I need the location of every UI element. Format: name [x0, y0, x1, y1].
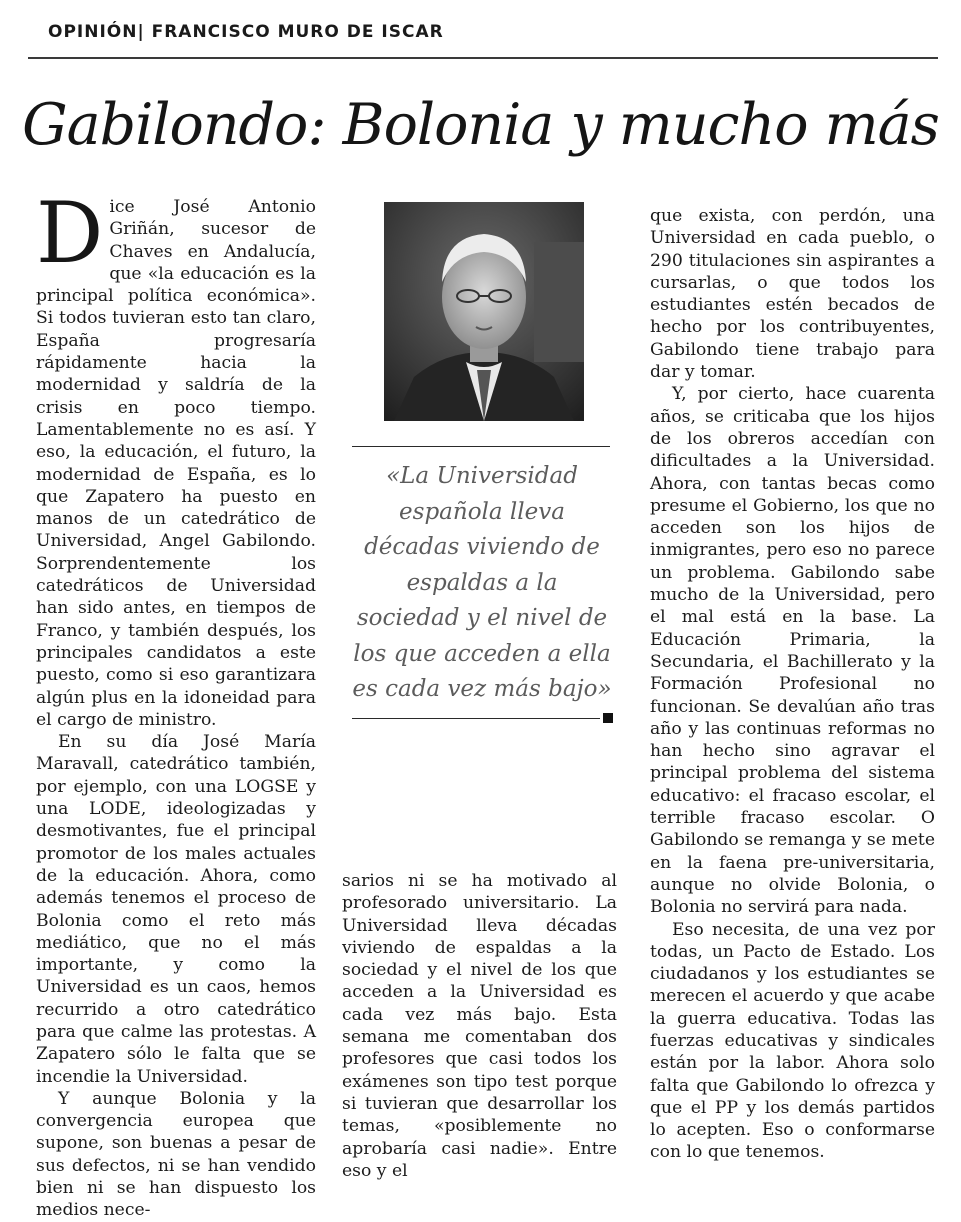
pull-quote: «La Universidad española lleva décadas viviendo de espaldas a la sociedad y el nivel de los que acceden a ella es cada vez más bajo» — [352, 463, 612, 702]
quote-bottom-rule — [352, 718, 600, 719]
section-byline: OPINIÓN| FRANCISCO MURO DE ISCAR — [48, 22, 444, 42]
author-photo — [384, 202, 584, 421]
portrait-image — [384, 202, 584, 421]
paragraph: En su día José María Maravall, catedrático también, por ejemplo, con una LOGSE y una LODE, ideologizadas y desmotivantes, fue el principal promotor de los males actuales de la educación. Ahora, como además tenemos el proceso de Bolonia como el reto más mediático, que no el más importante, y como la Universidad es un caos, hemos recurrido a otro catedrático para que calme las protestas. A Zapatero sólo le falta que se incendie la Universidad. — [36, 732, 316, 1087]
paragraph: Y, por cierto, hace cuarenta años, se criticaba que los hijos de los obreros accedían con dificultades a la Universidad. Ahora, con tantas becas como presume el Gobierno, los que no acceden son los hijos de inmigrantes, pero eso no parece un problema. Gabilondo sabe mucho de la Universidad, pero el mal está en la base. La Educación Primaria, la Secundaria, el Bachillerato y la Formación Profesional no funcionan. Se devalúan año tras año y las continuas reformas no han hecho sino agravar el principal problema del sistema educativo: el fracaso escolar, el terrible fracaso escolar. O Gabilondo se remanga y se mete en la faena pre-universitaria, aunque no olvide Bolonia, o Bolonia no servirá para nada. — [650, 384, 935, 918]
article-column-1 — [36, 184, 316, 1222]
header-rule — [28, 57, 938, 59]
paragraph: sarios ni se ha motivado al profesorado universitario. La Universidad lleva décadas viviendo de espaldas a la sociedad y el nivel de los que acceden a la Universidad es cada vez más bajo. Esta semana me comentaban dos profesores que casi todos los exámenes son tipo test porque si tuvieran que desarrollar los temas, «posiblemente no aprobaría casi nadie». Entre eso y el — [342, 871, 617, 1181]
quote-top-rule — [352, 446, 610, 447]
drop-cap: D — [36, 184, 104, 282]
paragraph-text: ice José Antonio Griñán, sucesor de Chaves en Andalucía, que «la educación es la principal política económica». Si todos tuvieran esto tan claro, España progresaría rápidamente hacia la modernidad y saldría de la crisis en poco tiempo. Lamentablemente no es así. Y eso, la educación, el futuro, la modernidad de España, es lo que Zapatero ha puesto en manos de un catedrático de Universidad, Angel Gabilondo. Sorprendentemente los catedráticos de Universidad han sido antes, en tiempos de Franco, y también después, los principales candidatos a este puesto, como si eso garantizara algún plus en la idoneidad para el cargo de ministro. — [36, 197, 316, 730]
article-column-2 — [342, 870, 617, 1182]
paragraph — [36, 184, 316, 731]
paragraph: Y aunque Bolonia y la convergencia europea que supone, son buenas a pesar de sus defectos, ni se han vendido bien ni se han dispuesto los medios nece- — [36, 1088, 316, 1221]
headline: Gabilondo: Bolonia y mucho más — [22, 92, 939, 158]
paragraph: que exista, con perdón, una Universidad en cada pueblo, o 290 titulaciones sin aspirantes a cursarlas, o que todos los estudiantes estén becados de hecho por los contribuyentes, Gabilondo tiene trabajo para dar y tomar. — [650, 206, 935, 383]
paragraph: Eso necesita, de una vez por todas, un Pacto de Estado. Los ciudadanos y los estudiantes se merecen el acuerdo y que acabe la guerra educativa. Todas las fuerzas educativas y sindicales están por la labor. Ahora solo falta que Gabilondo lo ofrezca y que el PP y los demás partidos lo acepten. Eso o conformarse con lo que tenemos. — [650, 919, 935, 1163]
quote-end-marker — [603, 713, 613, 723]
article-column-3 — [650, 205, 935, 1164]
